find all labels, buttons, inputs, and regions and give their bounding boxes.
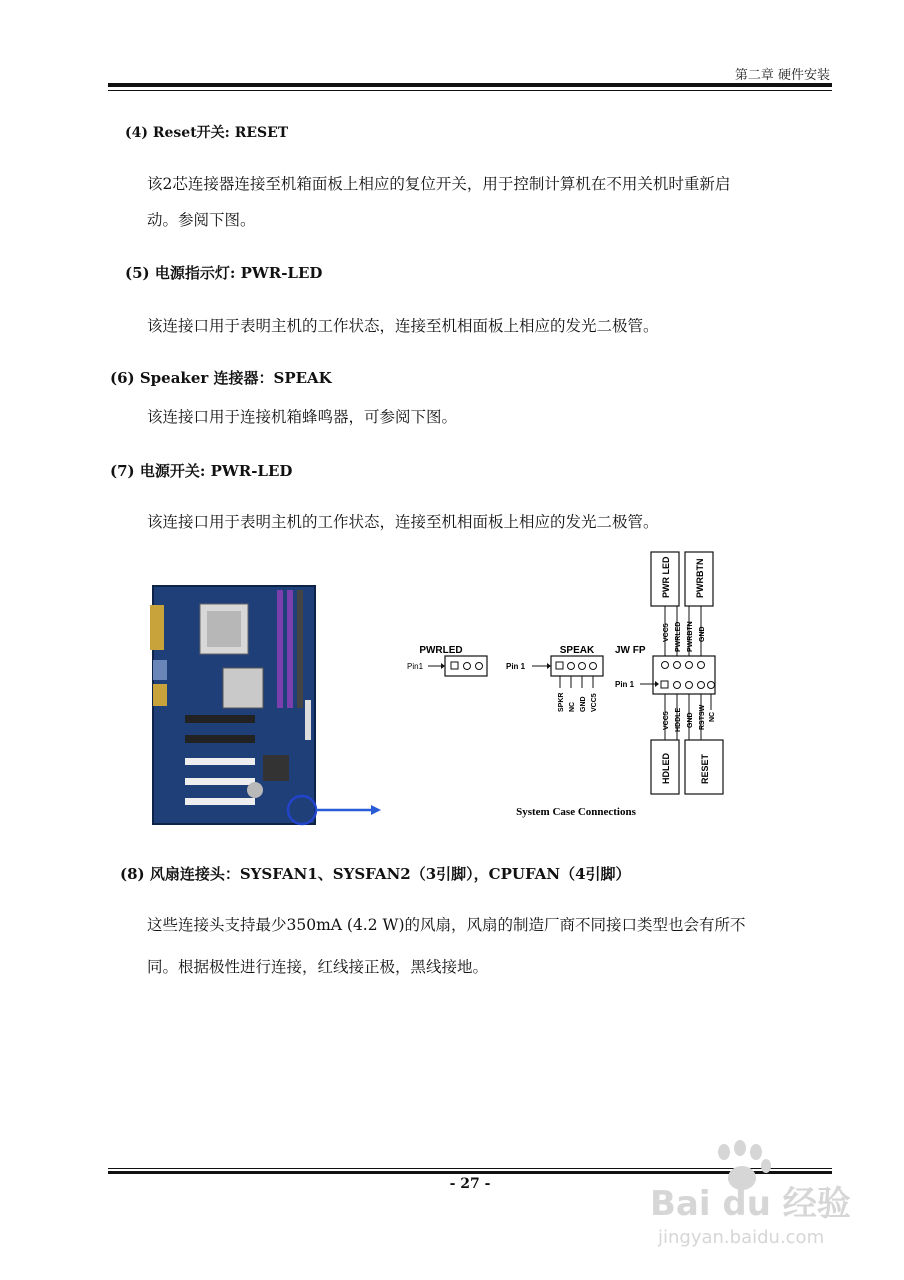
jwfp-bottom-pin-hddle: HDDLE: [675, 707, 682, 732]
chapter-title: 第二章 硬件安装: [734, 68, 830, 83]
figure-caption: System Case Connections: [516, 806, 636, 818]
jwfp-bottom-pin-nc: NC: [709, 711, 716, 722]
motherboard-photo: [150, 586, 315, 824]
speak-pin-label: Pin 1: [506, 662, 526, 671]
watermark-url: jingyan.baidu.com: [658, 1227, 825, 1248]
jwfp-title: JW FP: [615, 645, 646, 656]
box-hdled-label: HDLED: [661, 753, 671, 784]
baidu-watermark: [640, 1140, 860, 1270]
section-8-heading: (8) 风扇连接头：SYSFAN1、SYSFAN2（3引脚），CPUFAN（4引脚）: [120, 865, 631, 883]
pwrled-pin-label: Pin1: [407, 662, 424, 671]
header-rule-thin: [108, 90, 832, 91]
section-4-heading: (4) Reset开关: RESET: [125, 125, 289, 141]
section-4-line-1: 该2芯连接器连接至机箱面板上相应的复位开关，用于控制计算机在不用关机时重新启: [147, 175, 731, 193]
jwfp-bottom-pin-rstsw: RSTSW: [699, 704, 706, 730]
section-8-line-1: 这些连接头支持最少350mA (4.2 W)的风扇，风扇的制造厂商不同接口类型也会有所不: [147, 916, 746, 934]
pointer-arrow: [316, 805, 381, 815]
connector-diagram: [145, 550, 785, 830]
section-5-heading: (5) 电源指示灯: PWR-LED: [125, 264, 323, 282]
jwfp-bottom-pin-vcc5: VCC5: [663, 711, 670, 730]
box-pwr-led-label: PWR LED: [661, 556, 671, 598]
box-pwrbtn-label: PWRBTN: [695, 558, 705, 598]
speak-pin-spkr: SPKR: [558, 692, 565, 712]
speak-title: SPEAK: [559, 645, 595, 656]
section-4-line-2: 动。参阅下图。: [147, 211, 256, 229]
speak-pin-nc: NC: [569, 701, 576, 712]
jwfp-top-pin-pwrled: PWRLED: [675, 621, 682, 652]
jwfp-connector: [615, 552, 723, 794]
figure-system-case-connections: [145, 550, 785, 830]
section-5-line-1: 该连接口用于表明主机的工作状态，连接至机相面板上相应的发光二极管。: [147, 317, 659, 335]
jwfp-pin-label: Pin 1: [615, 680, 635, 689]
section-8-line-2: 同。根据极性进行连接，红线接正极，黑线接地。: [147, 958, 489, 976]
pwrled-title: PWRLED: [419, 645, 463, 656]
page-number: - 27 -: [449, 1176, 491, 1192]
watermark-brand: Bai du 经验: [650, 1184, 851, 1224]
speak-pin-gnd: GND: [580, 696, 587, 712]
jwfp-top-pin-pwrbtn: PWRBTN: [687, 621, 694, 652]
jwfp-top-pin-vcc5: VCC5: [663, 623, 670, 642]
header-rule-thick: [108, 83, 832, 87]
jwfp-top-pin-gnd: GND: [699, 626, 706, 642]
jwfp-bottom-pin-gnd: GND: [687, 712, 694, 728]
box-reset-label: RESET: [700, 753, 710, 784]
section-6-line-1: 该连接口用于连接机箱蜂鸣器，可参阅下图。: [147, 408, 458, 426]
section-7-heading: (7) 电源开关: PWR-LED: [110, 462, 293, 480]
pwrled-connector: [407, 645, 487, 676]
speak-connector: [506, 645, 603, 712]
section-6-heading: (6) Speaker 连接器：SPEAK: [110, 369, 332, 387]
speak-pin-vcc5: VCC5: [591, 693, 598, 712]
baidu-paw-logo: [640, 1140, 860, 1270]
section-7-line-1: 该连接口用于表明主机的工作状态，连接至机相面板上相应的发光二极管。: [147, 513, 659, 531]
